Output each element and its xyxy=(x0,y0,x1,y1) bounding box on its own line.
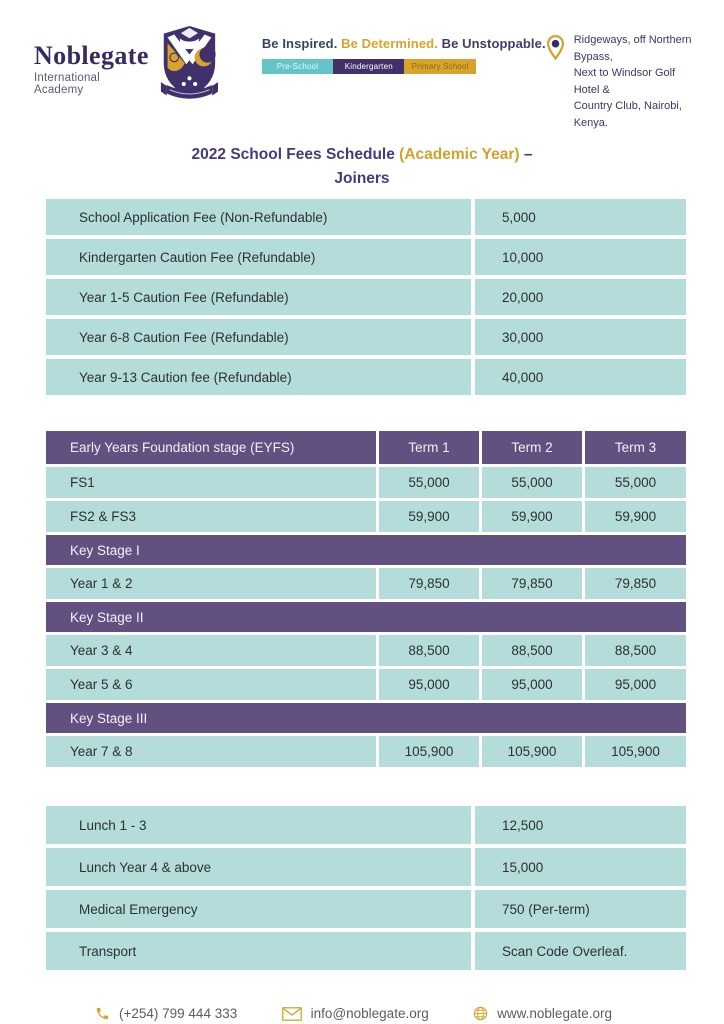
grade-label: Year 1 & 2 xyxy=(46,568,376,599)
fee-label: Kindergarten Caution Fee (Refundable) xyxy=(46,239,471,275)
tagline-determined: Be Determined. xyxy=(341,36,438,51)
grade-label: Year 7 & 8 xyxy=(46,736,376,767)
extra-label: Medical Emergency xyxy=(46,890,471,928)
fee-label: Year 6-8 Caution Fee (Refundable) xyxy=(46,319,471,355)
term2-fee: 88,500 xyxy=(482,635,582,666)
term2-fee: 105,900 xyxy=(482,736,582,767)
grade-label: Year 5 & 6 xyxy=(46,669,376,700)
program-bar xyxy=(262,59,476,74)
key-stage-section-row: Key Stage I xyxy=(46,535,686,565)
school-subtitle: International Academy xyxy=(34,71,100,96)
grade-label: FS1 xyxy=(46,467,376,498)
term1-fee: 88,500 xyxy=(379,635,479,666)
term3-fee: 105,900 xyxy=(585,736,686,767)
table-row xyxy=(46,848,686,886)
key-stage-section-row: Key Stage III xyxy=(46,703,686,733)
address-line: Ridgeways, off Northern Bypass, xyxy=(573,34,692,63)
term1-fee: 59,900 xyxy=(379,501,479,532)
extra-label: Lunch 1 - 3 xyxy=(46,806,471,844)
term3-fee: 88,500 xyxy=(585,635,686,666)
extras-table xyxy=(46,806,686,970)
extra-label: Lunch Year 4 & above xyxy=(46,848,471,886)
term3-fee: 59,900 xyxy=(585,501,686,532)
fee-value: 40,000 xyxy=(475,359,686,395)
phone-number: (+254) 799 444 333 xyxy=(119,1006,238,1022)
tagline-unstoppable: Be Unstoppable. xyxy=(441,36,546,51)
title-highlight: (Academic Year) xyxy=(399,146,520,163)
tagline-inspired: Be Inspired. xyxy=(261,36,338,51)
term1-fee: 79,850 xyxy=(379,568,479,599)
grade-label: FS2 & FS3 xyxy=(46,501,376,532)
term2-fee: 55,000 xyxy=(482,467,582,498)
table-row xyxy=(46,932,686,970)
address-lines xyxy=(574,32,702,131)
fee-value: 5,000 xyxy=(475,199,686,235)
term3-fee: 55,000 xyxy=(585,467,686,498)
website-contact xyxy=(473,1006,612,1021)
fee-label: School Application Fee (Non-Refundable) xyxy=(46,199,471,235)
phone-contact xyxy=(95,1006,237,1021)
address-line: Next to Windsor Golf Hotel & xyxy=(573,67,676,96)
table-row xyxy=(46,199,686,235)
brand xyxy=(34,22,220,108)
table-row xyxy=(46,635,686,666)
term3-fee: 95,000 xyxy=(585,669,686,700)
fee-value: 10,000 xyxy=(475,239,686,275)
program-segment-preschool: Pre-School xyxy=(262,59,333,74)
program-segment-kindergarten: Kindergarten xyxy=(333,59,404,74)
table-row xyxy=(46,736,686,767)
school-name: Noblegate xyxy=(34,41,149,71)
tuition-header-term2: Term 2 xyxy=(482,431,582,464)
term3-fee: 79,850 xyxy=(585,568,686,599)
email-contact xyxy=(282,1006,429,1021)
globe-icon xyxy=(473,1006,488,1021)
address-line: Country Club, Nairobi, Kenya. xyxy=(573,100,682,129)
table-row xyxy=(46,568,686,599)
term1-fee: 95,000 xyxy=(379,669,479,700)
term2-fee: 95,000 xyxy=(482,669,582,700)
tuition-header-label: Early Years Foundation stage (EYFS) xyxy=(46,431,376,464)
application-fees-table xyxy=(46,199,686,395)
location-pin-icon xyxy=(546,34,565,61)
tuition-header-row xyxy=(46,431,686,464)
tuition-header-term1: Term 1 xyxy=(379,431,479,464)
tuition-fees-table xyxy=(46,431,686,767)
header xyxy=(0,0,724,131)
brand-text xyxy=(34,42,150,95)
phone-icon xyxy=(95,1006,110,1021)
page-title-line1 xyxy=(0,143,724,167)
term2-fee: 59,900 xyxy=(482,501,582,532)
title-prefix: 2022 School Fees Schedule xyxy=(191,146,400,163)
table-row xyxy=(46,890,686,928)
table-row xyxy=(46,501,686,532)
extra-value: 15,000 xyxy=(475,848,686,886)
fee-label: Year 9-13 Caution fee (Refundable) xyxy=(46,359,471,395)
grade-label: Year 3 & 4 xyxy=(46,635,376,666)
website-url: www.noblegate.org xyxy=(497,1006,612,1022)
school-crest-icon xyxy=(159,22,220,108)
table-row xyxy=(46,806,686,844)
fee-value: 30,000 xyxy=(475,319,686,355)
envelope-icon xyxy=(282,1007,302,1021)
table-row xyxy=(46,669,686,700)
table-row xyxy=(46,359,686,395)
extra-value: 12,500 xyxy=(475,806,686,844)
tagline xyxy=(262,36,546,51)
table-row xyxy=(46,467,686,498)
title-dash: – xyxy=(519,146,533,163)
table-row xyxy=(46,319,686,355)
extra-label: Transport xyxy=(46,932,471,970)
email-address: info@noblegate.org xyxy=(310,1006,429,1022)
page-title-line2: Joiners xyxy=(334,170,390,188)
term1-fee: 105,900 xyxy=(379,736,479,767)
address-block xyxy=(546,32,702,131)
table-row xyxy=(46,239,686,275)
tuition-header-term3: Term 3 xyxy=(585,431,686,464)
page-title xyxy=(0,143,724,191)
program-segment-primary: Primary School xyxy=(404,59,475,74)
term1-fee: 55,000 xyxy=(379,467,479,498)
extra-value: 750 (Per-term) xyxy=(475,890,686,928)
fee-value: 20,000 xyxy=(475,279,686,315)
tagline-block xyxy=(262,36,546,74)
key-stage-section-row: Key Stage II xyxy=(46,602,686,632)
footer xyxy=(0,1006,724,1021)
extra-value: Scan Code Overleaf. xyxy=(475,932,686,970)
term2-fee: 79,850 xyxy=(482,568,582,599)
fee-label: Year 1-5 Caution Fee (Refundable) xyxy=(46,279,471,315)
table-row xyxy=(46,279,686,315)
